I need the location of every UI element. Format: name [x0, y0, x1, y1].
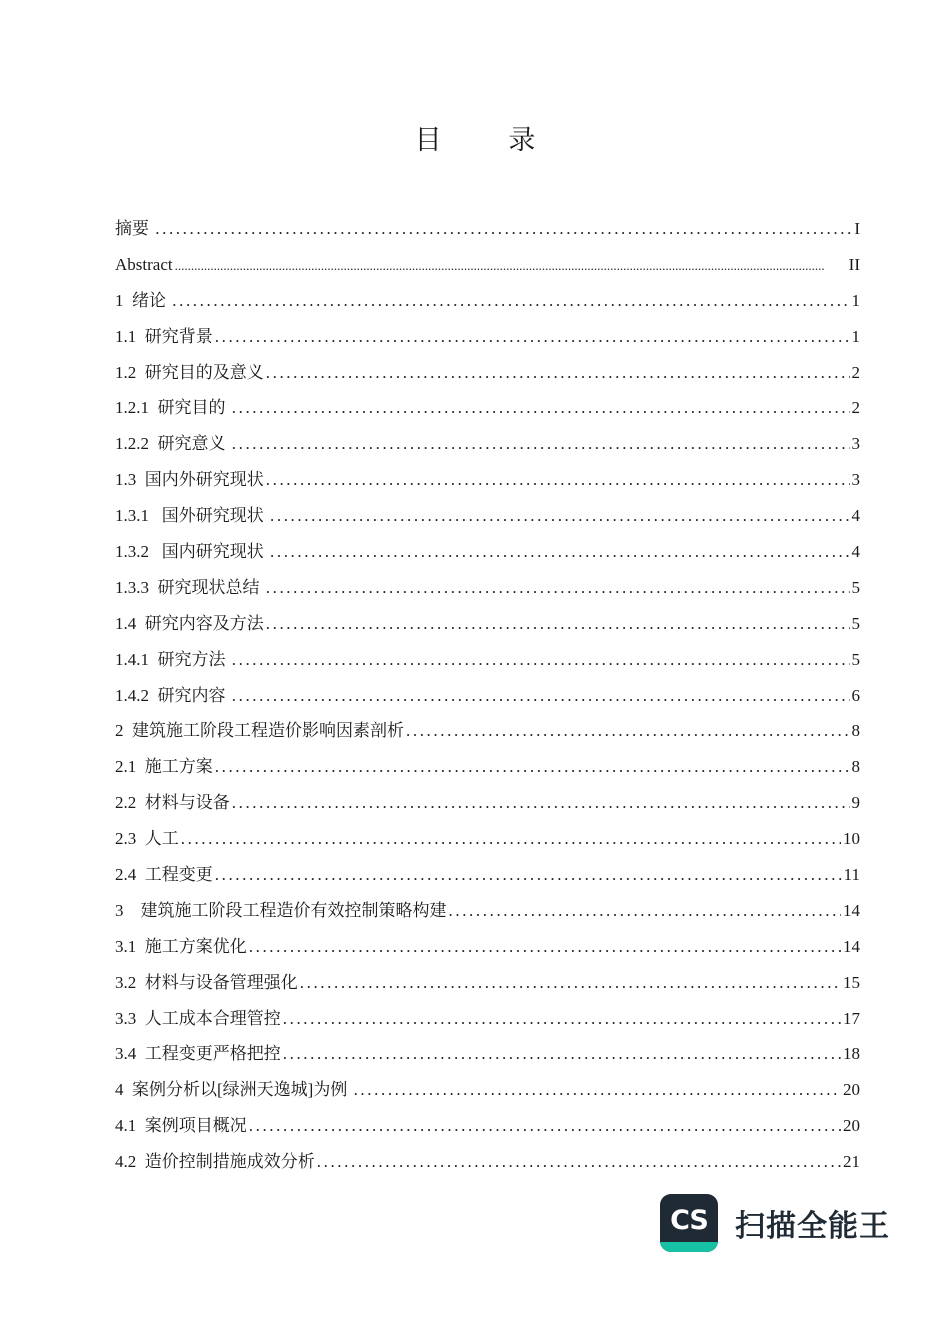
toc-entry-label: 4.2 造价控制措施成效分析 [115, 1152, 315, 1172]
toc-leader-dots [172, 283, 849, 319]
toc-entry-label: 摘要 [115, 219, 154, 238]
table-of-contents [115, 211, 860, 1180]
toc-entry-label: 3.4 工程变更严格把控 [115, 1044, 281, 1064]
toc-leader-dots [266, 355, 850, 391]
toc-entry-page: II [848, 254, 860, 274]
toc-entry-label: 3.2 材料与设备管理强化 [115, 972, 298, 992]
toc-entry[interactable] [115, 426, 860, 462]
toc-entry-label: 4 案例分析以[绿洲天逸城]为例 [115, 1080, 352, 1100]
toc-entry-label: 1.3 国内外研究现状 [115, 470, 264, 490]
toc-entry[interactable] [115, 678, 860, 714]
toc-entry[interactable] [115, 642, 860, 678]
toc-leader-dots [175, 248, 847, 284]
toc-entry-page: 18 [843, 1044, 860, 1064]
logo-badge-text: CS [670, 1204, 708, 1236]
toc-leader-dots [155, 211, 852, 247]
toc-entry-label: 3.3 人工成本合理管控 [115, 1008, 281, 1028]
toc-entry-page: 2 [851, 362, 860, 382]
toc-entry-label: 1.3.3 研究现状总结 [115, 577, 264, 597]
toc-leader-dots [215, 319, 850, 355]
toc-entry-page: 15 [843, 972, 860, 992]
toc-entry-page: 1 [851, 290, 860, 310]
toc-leader-dots [354, 1072, 841, 1108]
toc-leader-dots [232, 642, 850, 678]
toc-entry-page: 14 [843, 936, 860, 956]
toc-entry[interactable] [115, 1072, 860, 1108]
toc-leader-dots [232, 426, 850, 462]
camscanner-watermark [660, 1192, 920, 1254]
toc-entry[interactable] [115, 390, 860, 426]
toc-entry-page: 20 [843, 1080, 860, 1100]
toc-leader-dots [317, 1144, 841, 1180]
toc-leader-dots [232, 390, 850, 426]
toc-leader-dots [449, 893, 842, 929]
toc-entry-page: 6 [851, 685, 860, 705]
toc-entry[interactable] [115, 1036, 860, 1072]
toc-title: 目 录 [414, 125, 566, 155]
toc-leader-dots [181, 821, 841, 857]
toc-leader-dots [406, 713, 850, 749]
toc-entry-label: 1.3.2 国内研究现状 [115, 542, 268, 562]
toc-entry[interactable] [115, 534, 860, 570]
toc-entry-page: 2 [851, 398, 860, 418]
toc-entry-page: I [854, 219, 860, 238]
toc-entry-label: 1.3.1 国外研究现状 [115, 506, 268, 526]
toc-entry-page: 3 [851, 434, 860, 454]
toc-leader-dots [249, 929, 841, 965]
toc-entry-page: 3 [851, 470, 860, 490]
toc-entry[interactable] [115, 893, 860, 929]
toc-leader-dots [283, 1001, 841, 1037]
toc-entry[interactable] [115, 570, 860, 606]
toc-entry[interactable] [115, 929, 860, 965]
toc-entry-label: 1.2.1 研究目的 [115, 398, 230, 418]
toc-leader-dots [283, 1036, 841, 1072]
toc-entry-label: 2 建筑施工阶段工程造价影响因素剖析 [115, 721, 404, 741]
toc-entry-page: 4 [851, 506, 860, 526]
toc-entry[interactable] [115, 606, 860, 642]
toc-entry[interactable] [115, 247, 860, 283]
toc-entry-page: 14 [843, 900, 860, 920]
toc-entry-label: 2.1 施工方案 [115, 757, 213, 777]
toc-entry[interactable] [115, 319, 860, 355]
toc-leader-dots [215, 857, 842, 893]
toc-entry-page: 20 [843, 1116, 860, 1136]
toc-entry-label: 3 建筑施工阶段工程造价有效控制策略构建 [115, 900, 447, 920]
toc-entry-label: 2.4 工程变更 [115, 865, 213, 885]
toc-entry-label: 1.4 研究内容及方法 [115, 613, 264, 633]
toc-leader-dots [215, 749, 850, 785]
toc-entry-page: 4 [851, 542, 860, 562]
toc-entry-label: 2.3 人工 [115, 829, 179, 849]
logo-stripe [660, 1242, 718, 1252]
toc-leader-dots [300, 965, 841, 1001]
toc-entry-page: 17 [843, 1008, 860, 1028]
toc-entry-page: 11 [843, 865, 860, 885]
toc-entry-page: 9 [851, 793, 860, 813]
toc-entry-page: 10 [843, 829, 860, 849]
toc-entry[interactable] [115, 821, 860, 857]
toc-entry-page: 1 [851, 326, 860, 346]
toc-entry[interactable] [115, 965, 860, 1001]
toc-entry-page: 8 [851, 757, 860, 777]
toc-entry-label: 4.1 案例项目概况 [115, 1116, 247, 1136]
toc-entry-page: 5 [851, 577, 860, 597]
toc-entry-label: 1.2.2 研究意义 [115, 434, 230, 454]
toc-entry[interactable] [115, 1108, 860, 1144]
camscanner-logo-icon [660, 1194, 718, 1252]
toc-entry[interactable] [115, 462, 860, 498]
watermark-text: 扫描全能王 [735, 1209, 890, 1244]
toc-entry[interactable] [115, 1001, 860, 1037]
toc-entry[interactable] [115, 857, 860, 893]
toc-leader-dots [266, 606, 850, 642]
toc-entry[interactable] [115, 713, 860, 749]
toc-entry[interactable] [115, 749, 860, 785]
toc-leader-dots [232, 785, 850, 821]
toc-leader-dots [270, 498, 850, 534]
toc-entry[interactable] [115, 355, 860, 391]
toc-entry[interactable] [115, 1144, 860, 1180]
toc-entry-label: 1.1 研究背景 [115, 326, 213, 346]
toc-entry-label: Abstract [115, 254, 173, 274]
toc-entry-label: 1.4.1 研究方法 [115, 649, 230, 669]
toc-entry[interactable] [115, 283, 860, 319]
toc-entry-label: 1.2 研究目的及意义 [115, 362, 264, 382]
toc-entry-page: 8 [851, 721, 860, 741]
toc-entry-label: 3.1 施工方案优化 [115, 936, 247, 956]
toc-entry-label: 1.4.2 研究内容 [115, 685, 230, 705]
toc-leader-dots [249, 1108, 841, 1144]
toc-entry-page: 5 [851, 613, 860, 633]
toc-leader-dots [270, 534, 850, 570]
toc-entry-label: 1 绪论 [115, 290, 171, 310]
toc-leader-dots [266, 462, 850, 498]
toc-entry-page: 21 [843, 1152, 860, 1172]
toc-entry[interactable] [115, 211, 860, 247]
toc-entry[interactable] [115, 785, 860, 821]
toc-entry[interactable] [115, 498, 860, 534]
toc-entry-label: 2.2 材料与设备 [115, 793, 230, 813]
toc-entry-page: 5 [851, 649, 860, 669]
toc-leader-dots [232, 678, 850, 714]
toc-leader-dots [266, 570, 850, 606]
